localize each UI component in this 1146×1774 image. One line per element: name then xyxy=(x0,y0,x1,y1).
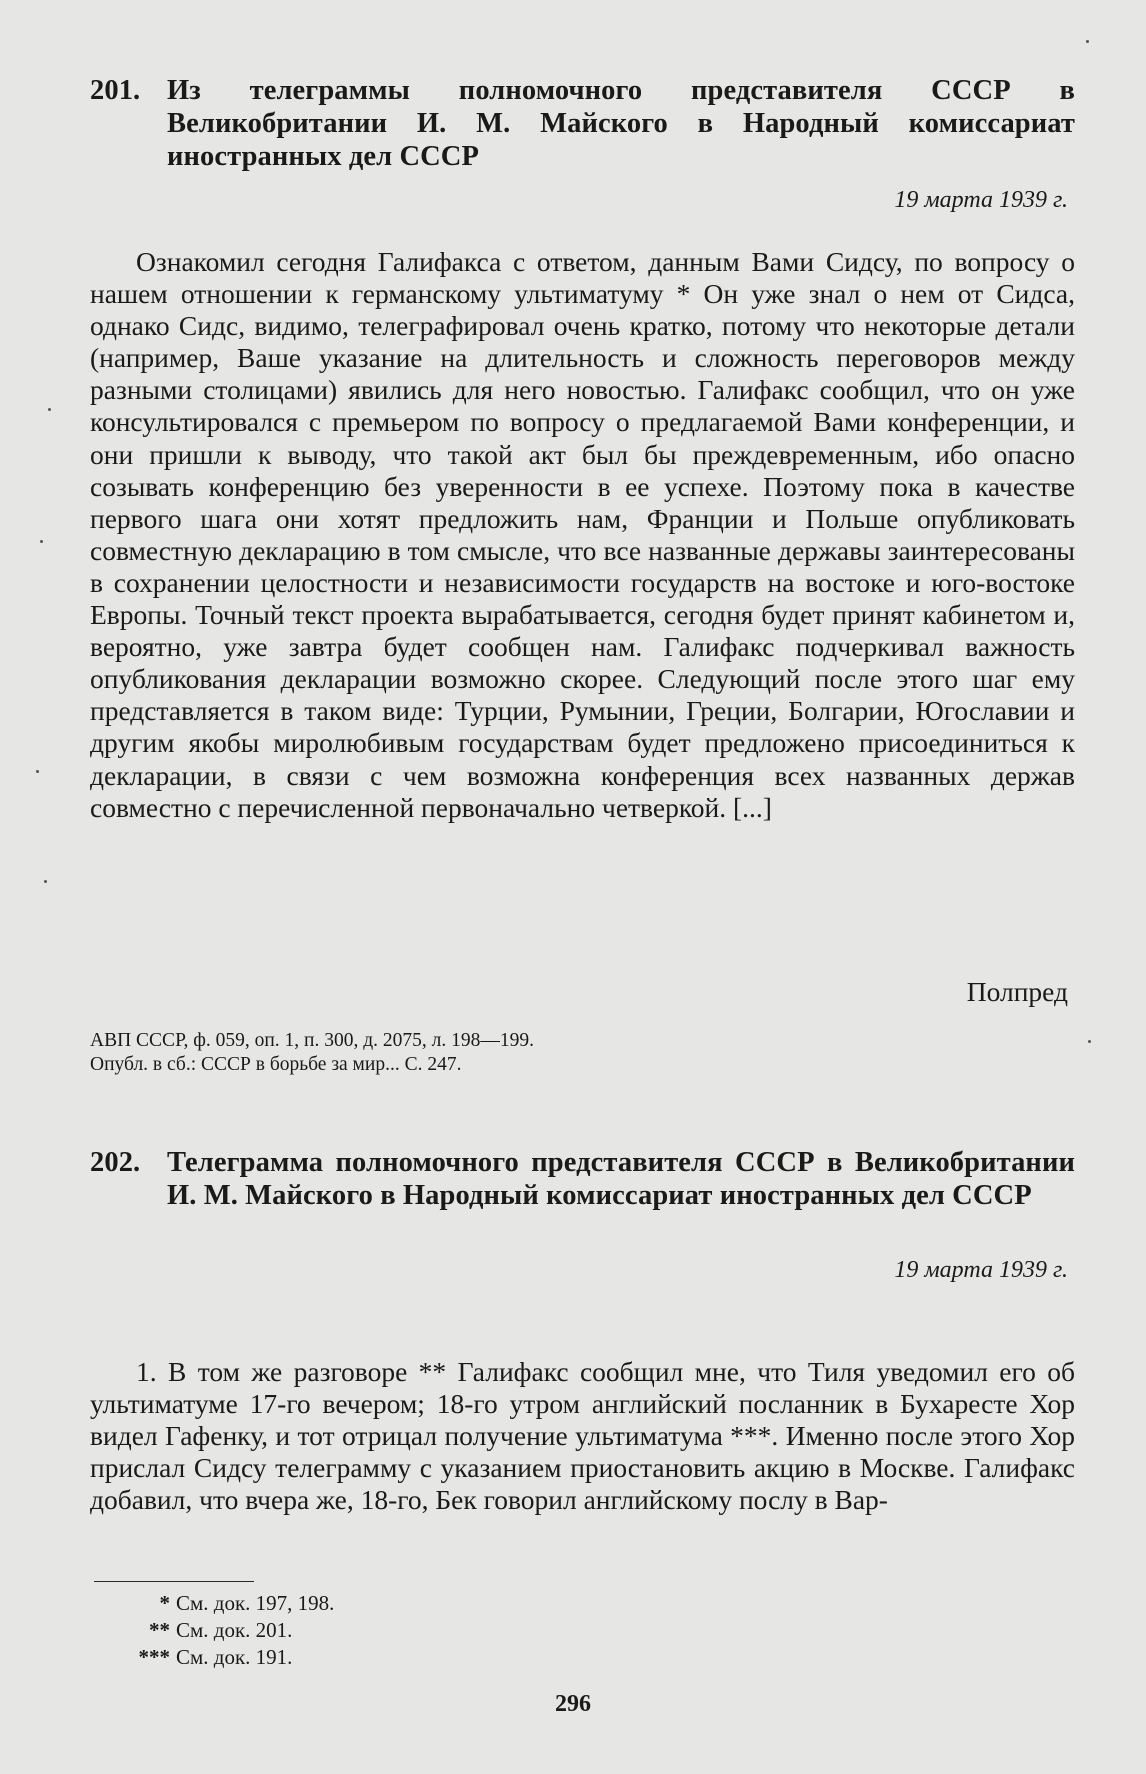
paper-speck xyxy=(36,770,39,773)
doc-201-date: 19 марта 1939 г. xyxy=(894,187,1068,213)
footnote-text: См. док. 201. xyxy=(176,1618,293,1642)
page-number: 296 xyxy=(555,1691,591,1717)
doc-201-body: Ознакомил сегодня Галифакса с ответом, данным Вами Сидсу, по вопросу о нашем отношении к германскому ультиматуму * Он уже знал о нем от Сидса, однако Сидс, видимо, телеграфировал очень кратко, потому что некоторые детали (например, Ваше указание на длительность и сложность переговоров между разными столицами) явились для него новостью. Галифакс сообщил, что он уже консультировался с премьером по вопросу о предлагаемой Вами конференции, и они пришли к выводу, что такой акт был бы преждевременным, ибо опасно созывать конференцию без уверенности в ее успехе. Поэтому пока в качестве первого шага они хотят предложить нам, Франции и Польше опубликовать совместную декларацию в том смысле, что все названные державы заинтересованы в сохранении целостности и независимости государств на востоке и юго-востоке Европы. Точный текст проекта вырабатывается, сегодня будет принят кабинетом и, вероятно, уже завтра будет сообщен нам. Галифакс подчеркивал важность опубликования декларации возможно скорее. Следующий после этого шаг ему представляется в таком виде: Турции, Румынии, Греции, Болгарии, Югославии и другим якобы миролюбивым государствам будет предложено присоединиться к декларации, в связи с чем возможна конференция всех названных держав совместно с перечисленной первоначально четверкой. [...] xyxy=(90,246,1075,823)
doc-202-body: 1. В том же разговоре ** Галифакс сообщил мне, что Тиля уведомил его об ультиматуме 17-го вечером; 18-го утром английский посланник в Бухаресте Хор видел Гафенку, и тот отрицал получение ультиматума ***. Именно после этого Хор прислал Сидсу телеграмму с указанием приостановить акцию в Москве. Галифакс добавил, что вчера же, 18-го, Бек говорил английскому послу в Вар- xyxy=(90,1356,1075,1516)
doc-201-source: АВП СССР, ф. 059, оп. 1, п. 300, д. 2075, л. 198—199. Опубл. в сб.: СССР в борьбе за мир... С. 247. xyxy=(90,1030,535,1075)
paper-speck xyxy=(48,408,51,411)
paper-speck xyxy=(44,880,47,883)
doc-202-heading xyxy=(90,1146,1075,1212)
footnote-item xyxy=(120,1617,334,1644)
doc-201-number: 201. xyxy=(90,75,141,106)
footnote-mark: * xyxy=(159,1591,170,1615)
footnote-divider xyxy=(94,1581,254,1582)
footnote-mark: ** xyxy=(149,1618,170,1642)
doc-201-heading xyxy=(90,74,1075,173)
footnote-item xyxy=(120,1644,334,1671)
doc-202-date: 19 марта 1939 г. xyxy=(894,1257,1068,1283)
doc-201-title: Из телеграммы полномочного представителя СССР в Великобритании И. М. Майского в Народный комиссариат иностранных дел СССР xyxy=(167,75,1075,172)
doc-202-number: 202. xyxy=(90,1147,141,1178)
footnote-text: См. док. 197, 198. xyxy=(176,1591,335,1615)
doc-202-title: Телеграмма полномочного представителя СССР в Великобритании И. М. Майского в Народный комиссариат иностранных дел СССР xyxy=(167,1147,1075,1211)
paper-speck xyxy=(1086,40,1089,43)
footnote-mark: *** xyxy=(138,1645,170,1669)
paper-speck xyxy=(1088,1040,1091,1043)
footnote-item xyxy=(120,1590,334,1617)
paper-speck xyxy=(40,540,43,543)
doc-201-signature: Полпред xyxy=(966,976,1068,1007)
footnotes xyxy=(120,1590,334,1671)
footnote-text: См. док. 191. xyxy=(176,1645,293,1669)
